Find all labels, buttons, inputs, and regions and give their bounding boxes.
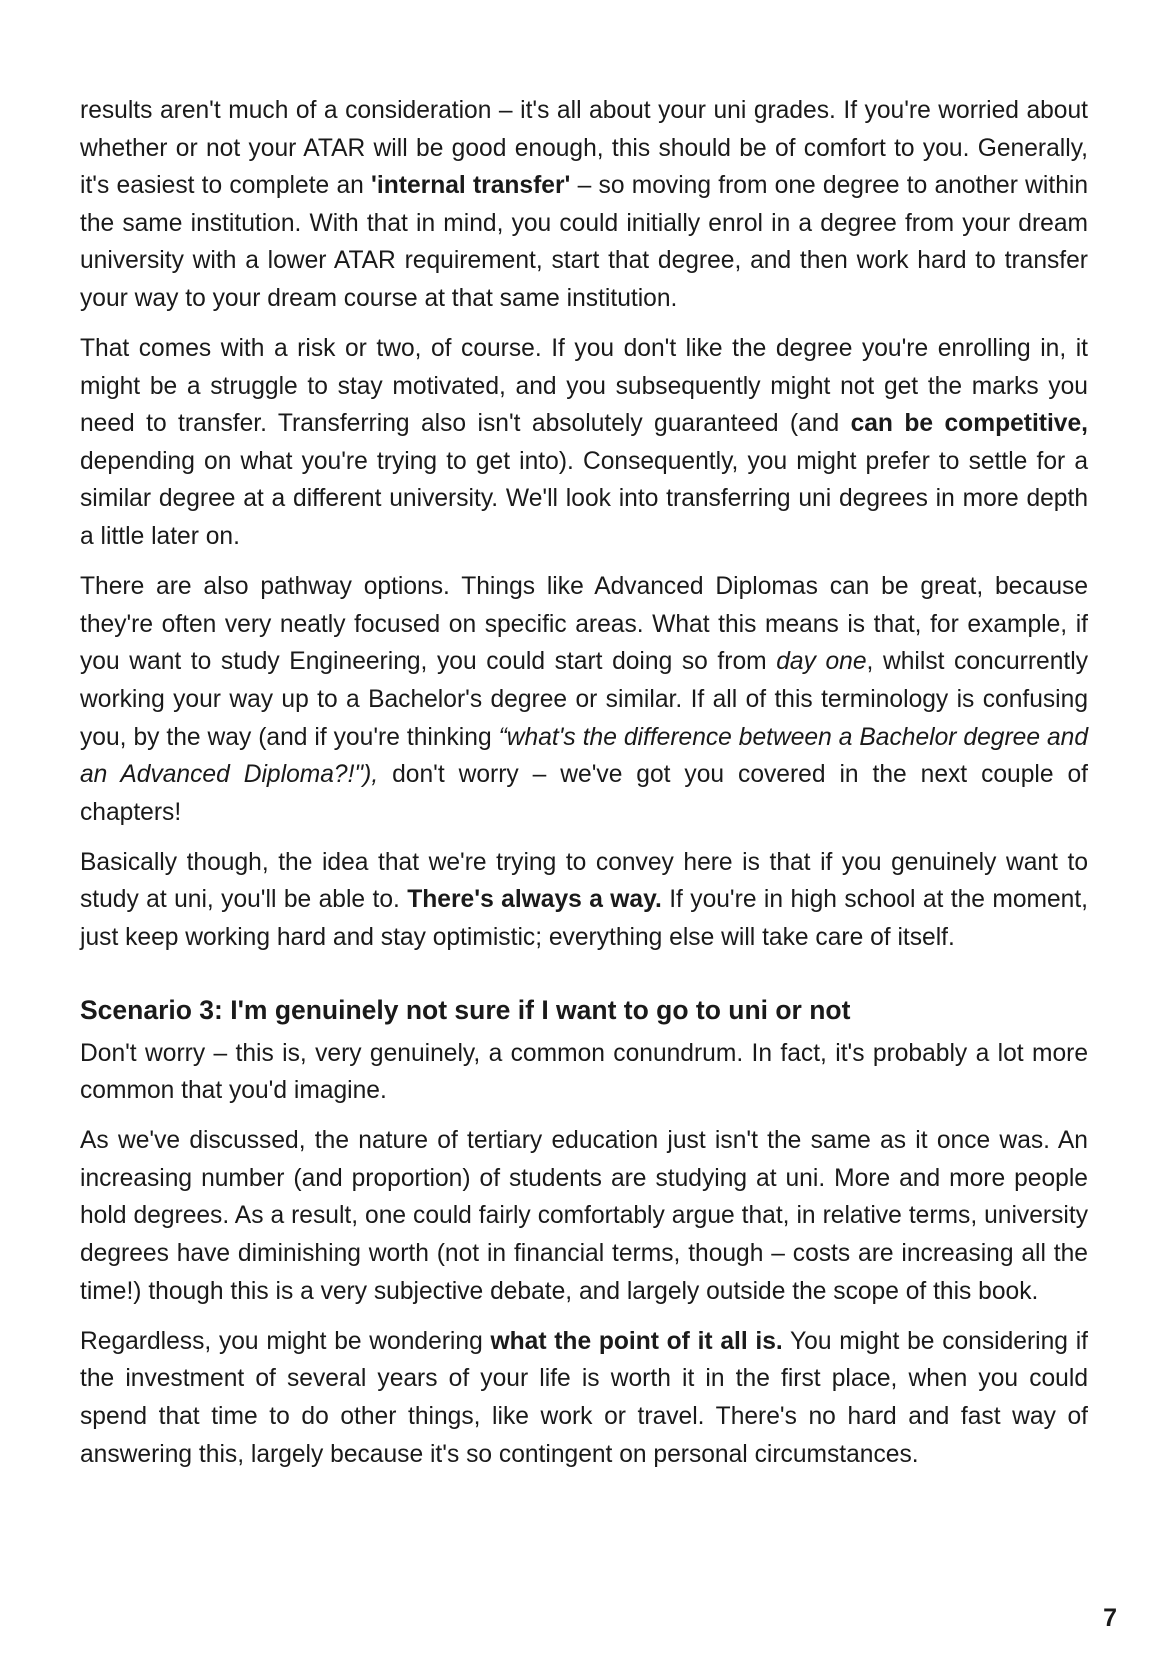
text-run: Regardless, you might be wondering [80, 1327, 491, 1355]
paragraph [80, 1122, 1088, 1310]
bold-text: can be competitive, [850, 410, 1089, 438]
paragraph [80, 92, 1088, 318]
document-page [80, 92, 1088, 1486]
text-run: don't worry – we've got you covered in the next couple of chapters! [80, 761, 1088, 826]
text-run: , whilst concurrently working your way up to a Bachelor's degree or similar. If all of this terminology is confusing you, by the way (and if you're thinking [80, 648, 1089, 751]
text-run: That comes with a risk or two, of course. If you don't like the degree you're enrolling in, it might be a struggle to stay motivated, and you subsequently might not get the marks you need to transfer. Transferring also isn't absolutely guaranteed (and [80, 335, 1088, 438]
text-run: If you're in high school at the moment, just keep working hard and stay optimistic; everything else will take care of itself. [80, 886, 1089, 951]
text-run: As we've discussed, the nature of tertiary education just isn't the same as it once was. An increasing number (and proportion) of students are studying at uni. More and more people hold degrees. As a result, one could fairly comfortably argue that, in relative terms, university degrees have diminishing worth (not in financial terms, though – costs are increasing all the time!) though this is a very subjective debate, and largely outside the scope of this book. [80, 1127, 1088, 1305]
paragraph [80, 330, 1088, 556]
text-run: results aren't much of a consideration – it's all about your uni grades. If you're worried about whether or not your ATAR will be good enough, this should be of comfort to you. Generally, it's easiest to complete an [80, 97, 1088, 200]
text-run: – so moving from one degree to another within the same institution. With that in mind, you could initially enrol in a degree from your dream university with a lower ATAR requirement, start that degree, and then work hard to transfer your way to your dream course at that same institution. [80, 172, 1089, 312]
body-text-bottom [80, 1035, 1088, 1474]
body-text-top [80, 92, 1088, 957]
section-heading: Scenario 3: I'm genuinely not sure if I want to go to uni or not [80, 994, 851, 1025]
text-run: Don't worry – this is, very genuinely, a common conundrum. In fact, it's probably a lot more common that you'd imagine. [80, 1039, 1088, 1105]
paragraph [80, 568, 1088, 831]
italic-text: day one [776, 648, 867, 676]
text-run: depending on what you're trying to get into). Consequently, you might prefer to settle for a similar degree at a different university. We'll look into transferring uni degrees in more depth a little later on. [80, 447, 1088, 551]
paragraph [80, 844, 1088, 957]
text-run: There are also pathway options. Things like Advanced Diplomas can be great, because they're often very neatly focused on specific areas. What this means is that, for example, if you want to study Engineering, you could start doing so from [80, 573, 1088, 676]
paragraph [80, 1323, 1088, 1473]
italic-text: “what's the difference between a Bachelor degree and an Advanced Diploma?!"), [80, 723, 1088, 789]
bold-text: what the point of it all is. [490, 1327, 783, 1355]
page-number: 7 [1103, 1604, 1117, 1632]
bold-text: There's always a way. [407, 886, 662, 914]
paragraph [80, 1035, 1088, 1110]
text-run: You might be considering if the investment of several years of your life is worth it in the first place, when you could spend that time to do other things, like work or travel. There's no hard and fast way of answering this, largely because it's so contingent on personal circumstances. [80, 1327, 1088, 1468]
bold-text: 'internal transfer' [371, 172, 571, 200]
text-run: Basically though, the idea that we're trying to convey here is that if you genuinely want to study at uni, you'll be able to. [80, 848, 1088, 914]
